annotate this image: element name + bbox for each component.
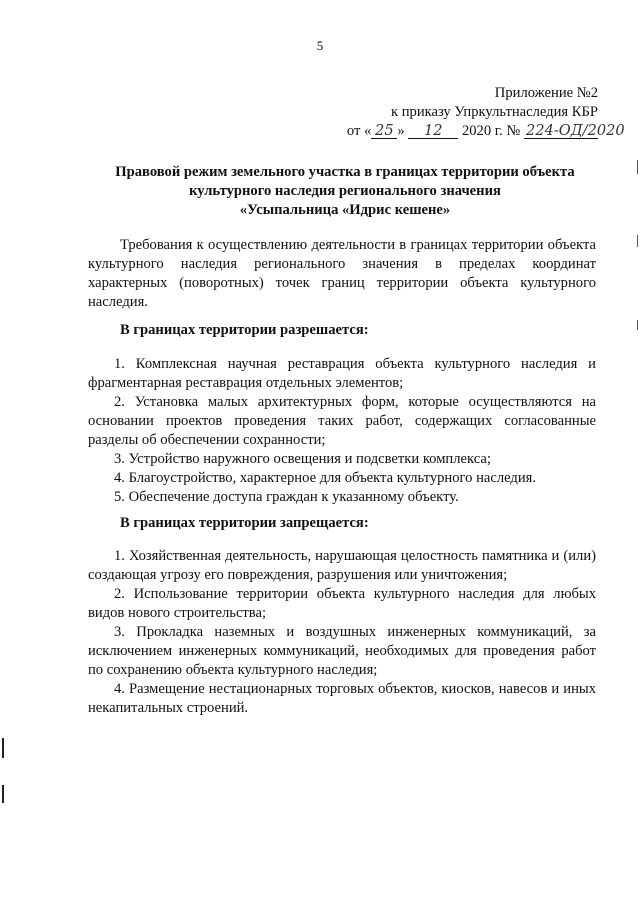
- forbidden-item-3: 3. Прокладка наземных и воздушных инженерных коммуникаций, за исключением инженерных коммуникаций, необходимых для проведения работ по сохранению объекта культурного наследия;: [88, 624, 596, 678]
- forbidden-item-4: 4. Размещение нестационарных торговых объектов, киосков, навесов и иных некапитальных строений.: [88, 681, 596, 716]
- allowed-item-4: 4. Благоустройство, характерное для объекта культурного наследия.: [114, 470, 537, 486]
- allowed-list: [88, 355, 596, 507]
- title-line-3: «Усыпальница «Идрис кешене»: [239, 202, 451, 218]
- allowed-heading: В границах территории разрешается:: [120, 322, 369, 338]
- title-line-2: культурного наследия регионального значения: [189, 183, 501, 199]
- date-prefix: от «: [346, 123, 372, 139]
- forbidden-item-2: 2. Использование территории объекта культурного наследия для любых видов нового строительства;: [88, 586, 596, 621]
- date-year: 2020 г. №: [461, 123, 521, 139]
- appendix-order-ref: к приказу Упркультнаследия КБР: [390, 104, 598, 120]
- order-number: 224-ОД/2020: [526, 122, 625, 139]
- date-month: 12: [408, 123, 458, 139]
- scan-edge-mark-right-2: [637, 235, 638, 247]
- allowed-item-1: 1. Комплексная научная реставрация объекта культурного наследия и фрагментарная реставрация отдельных элементов;: [88, 356, 596, 391]
- title-line-1: Правовой режим земельного участка в границах территории объекта: [115, 164, 575, 180]
- forbidden-item-1: 1. Хозяйственная деятельность, нарушающая целостность памятника и (или) создающая угрозу его повреждения, разрушения или уничтожения;: [88, 548, 596, 583]
- scan-edge-mark-left-2: [2, 785, 4, 803]
- allowed-item-2: 2. Установка малых архитектурных форм, которые осуществляются на основании проектов проведения таких работ, содержащих согласованные разделы об обеспечении сохранности;: [88, 394, 596, 448]
- allowed-item-5: 5. Обеспечение доступа граждан к указанному объекту.: [114, 489, 459, 505]
- page-number: 5: [316, 38, 324, 53]
- scan-edge-mark-left-1: [2, 738, 4, 758]
- scan-edge-mark-right-1: [637, 160, 638, 174]
- intro-paragraph: Требования к осуществлению деятельности в границах территории объекта культурного наследия регионального значения в пределах координат характерных (поворотных) точек границ территории объекта культурного наследия.: [88, 237, 596, 310]
- forbidden-list: [88, 547, 596, 718]
- date-mid: »: [397, 123, 405, 139]
- appendix-date-line: [346, 122, 625, 141]
- appendix-header: [346, 84, 625, 141]
- allowed-item-3: 3. Устройство наружного освещения и подсветки комплекса;: [114, 451, 491, 467]
- forbidden-heading: В границах территории запрещается:: [120, 515, 369, 531]
- appendix-title: Приложение №2: [494, 85, 598, 101]
- scan-edge-mark-right-3: [637, 320, 638, 330]
- date-day: 25: [371, 123, 397, 139]
- document-title: [80, 163, 610, 220]
